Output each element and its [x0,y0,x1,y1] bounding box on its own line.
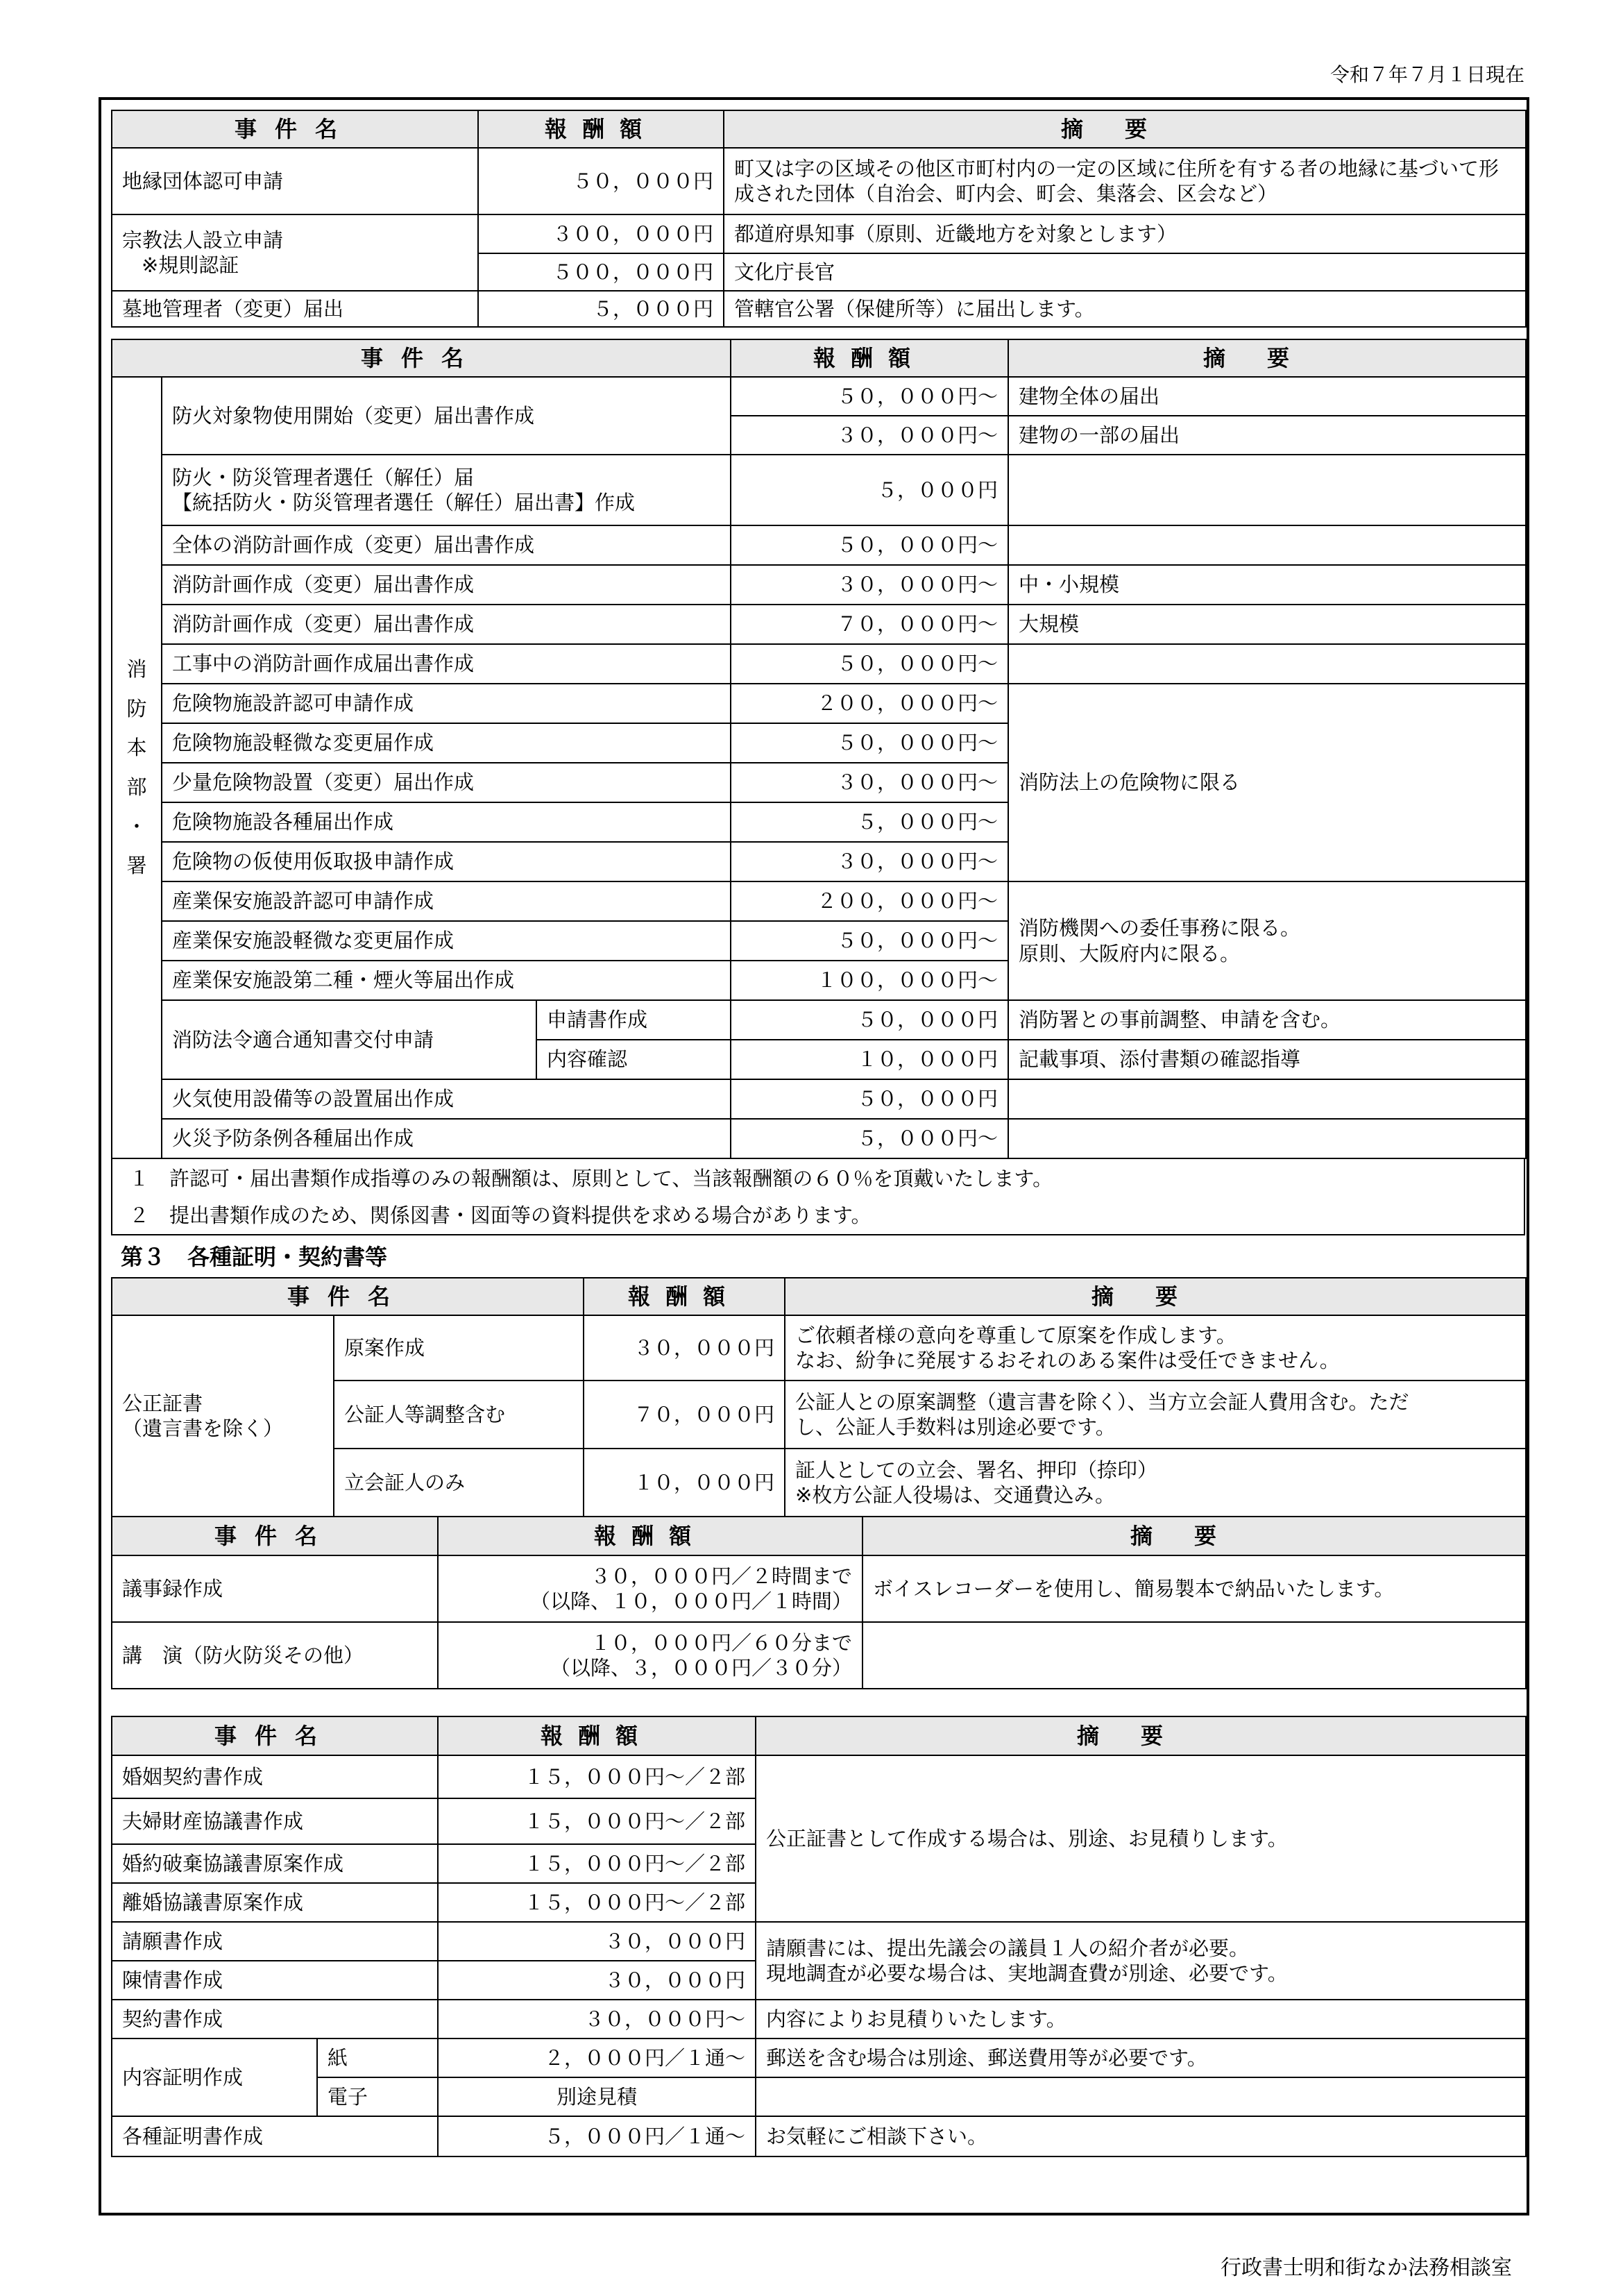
document-date: 令和７年７月１日現在 [1329,63,1524,86]
summary-line2: 原則、大阪府内に限る。 [1019,941,1241,965]
group-char: 防 [126,696,147,720]
fee: ３０，０００円 [438,1961,756,2000]
summary [863,1622,1526,1689]
table-row [112,1119,1526,1158]
case-name: 危険物施設軽微な変更届作成 [162,723,731,763]
fee: ５，０００円 [478,291,724,327]
case-name-line1: 防火・防災管理者選任（解任）届 [172,465,475,489]
case-name: 防火対象物使用開始（変更）届出書作成 [162,377,731,455]
fee: ５，０００円 [731,455,1008,525]
fee: ５０，０００円 [478,148,724,214]
fee-line2: （以降、３，０００円／３０分） [550,1656,852,1680]
summary [756,2077,1526,2116]
summary [785,1449,1526,1517]
case-name: 火気使用設備等の設置届出作成 [162,1079,731,1119]
fee: ５０，０００円～ [731,921,1008,961]
fee: ３０，０００円～ [731,763,1008,802]
summary-line1: ご依頼者様の意向を尊重して原案を作成します。 [795,1323,1237,1347]
summary: 建物全体の届出 [1008,377,1526,416]
table-row [112,377,1526,416]
summary-line1: 消防機関への委任事務に限る。 [1019,916,1301,940]
group-char: ・ [126,814,147,838]
summary: ボイスレコーダーを使用し、簡易製本で納品いたします。 [863,1555,1526,1622]
table-row [112,1922,1526,1961]
summary [1008,644,1526,684]
fee: １０，０００円 [731,1040,1008,1079]
case-name: 講 演（防火防災その他） [112,1622,438,1689]
table-row [112,1622,1526,1689]
case-name [162,455,731,525]
fee: ５０，０００円～ [731,377,1008,416]
fee: ５０，０００円～ [731,723,1008,763]
fee [438,1555,863,1622]
case-name: 危険物施設許認可申請作成 [162,684,731,723]
fee [438,1622,863,1689]
fee: ５，０００円～ [731,1119,1008,1158]
case-name: 消防計画作成（変更）届出書作成 [162,565,731,605]
summary-line2: 現地調査が必要な場合は、実地調査費が別途、必要です。 [766,1961,1288,1985]
case-name: 工事中の消防計画作成届出書作成 [162,644,731,684]
fee: ３０，０００円 [584,1315,785,1381]
fee-line2: （以降、１０，０００円／１時間） [529,1589,852,1613]
fee: ５００，０００円 [478,253,724,291]
table-row [112,1755,1526,1798]
table-row [112,148,1526,214]
case-name: 産業保安施設許認可申請作成 [162,881,731,921]
header-fee: 報酬額 [584,1278,785,1315]
fee: ３０，０００円～ [731,842,1008,881]
summary-line1: 証人としての立会、署名、押印（捺印） [795,1458,1158,1482]
table-row [112,214,1526,253]
fee: ３０，０００円～ [731,416,1008,455]
summary [1008,1079,1526,1119]
fee-line1: １０，０００円／６０分まで [590,1630,852,1655]
fee: ５０，０００円 [731,1079,1008,1119]
summary: 公正証書として作成する場合は、別途、お見積りします。 [756,1755,1526,1922]
fee-table-fire-department [111,339,1527,1159]
fee-table-contracts [111,1716,1527,2157]
summary [785,1381,1526,1449]
header-fee: 報酬額 [438,1716,756,1755]
header-summary: 摘要 [756,1716,1526,1755]
table-row [112,525,1526,565]
fee: ２，０００円／１通～ [438,2038,756,2077]
summary-line2: し、公証人手数料は別途必要です。 [795,1415,1116,1439]
case-name: 消防計画作成（変更）届出書作成 [162,605,731,644]
header-case-name: 事件名 [112,1517,438,1555]
fee: １５，０００円～／２部 [438,1755,756,1798]
table-row [112,1555,1526,1622]
fee: ５０，０００円～ [731,525,1008,565]
fee: ３０，０００円～ [731,565,1008,605]
fee: １０，０００円 [584,1449,785,1517]
summary [785,1315,1526,1381]
header-case-name: 事件名 [112,1716,438,1755]
case-name: 公証人等調整含む [334,1381,584,1449]
table-row [112,2038,1526,2077]
summary [1008,881,1526,1000]
header-summary: 摘要 [1008,339,1526,377]
fee: ３０，０００円～ [438,2000,756,2038]
summary: 建物の一部の届出 [1008,416,1526,455]
fee-table-notarial-deed [111,1277,1527,1517]
group-label-notarial-deed [112,1315,334,1517]
fee: 別途見積 [438,2077,756,2116]
fee-table-1 [111,110,1527,328]
group-char: 本 [126,736,147,760]
fee: ５０，０００円 [731,1000,1008,1040]
summary-line2: なお、紛争に発展するおそれのある案件は受任できません。 [795,1349,1340,1372]
summary: 管轄官公署（保健所等）に届出します。 [724,291,1526,327]
fee-table-minutes-lecture [111,1516,1527,1689]
case-name: 請願書作成 [112,1922,438,1961]
group-label-fire-department [112,377,162,1158]
summary [1008,1119,1526,1158]
fee: ５，０００円／１通～ [438,2116,756,2156]
group-label-line1: 公正証書 [122,1391,203,1415]
case-name: 夫婦財産協議書作成 [112,1798,438,1844]
case-name-line2: ※規則認証 [142,253,239,277]
case-name: 原案作成 [334,1315,584,1381]
notes-box [111,1158,1525,1235]
header-summary: 摘要 [863,1517,1526,1555]
table-row [112,2000,1526,2038]
summary [1008,525,1526,565]
fee: ３００，０００円 [478,214,724,253]
sub-item: 電子 [317,2077,438,2116]
fee: ３０，０００円 [438,1922,756,1961]
fee-line1: ３０，０００円／２時間まで [590,1564,852,1588]
case-name: 陳情書作成 [112,1961,438,2000]
case-name: 婚姻契約書作成 [112,1755,438,1798]
header-fee: 報酬額 [478,110,724,148]
fee: １５，０００円～／２部 [438,1844,756,1883]
case-name: 各種証明書作成 [112,2116,438,2156]
header-fee: 報酬額 [438,1517,863,1555]
summary: 中・小規模 [1008,565,1526,605]
group-label-line2: （遺言書を除く） [122,1417,284,1440]
sub-item: 紙 [317,2038,438,2077]
office-name: 行政書士明和街なか法務相談室 [1221,2256,1512,2280]
fee: ５０，０００円～ [731,644,1008,684]
case-name: 危険物の仮使用仮取扱申請作成 [162,842,731,881]
summary [1008,455,1526,525]
summary: 消防署との事前調整、申請を含む。 [1008,1000,1526,1040]
table-row [112,565,1526,605]
table-row [112,2116,1526,2156]
table-row [112,881,1526,921]
table-row [112,1079,1526,1119]
summary [756,1922,1526,2000]
summary-line1: 請願書には、提出先議会の議員１人の紹介者が必要。 [766,1936,1250,1960]
sub-item: 内容確認 [536,1040,731,1079]
case-name-line1: 宗教法人設立申請 [122,228,284,252]
header-case-name: 事件名 [112,110,478,148]
table-row [112,455,1526,525]
fee: ２００，０００円～ [731,684,1008,723]
case-name: 議事録作成 [112,1555,438,1622]
summary: 町又は字の区域その他区市町村内の一定の区域に住所を有する者の地縁に基づいて形成された団体（自治会、町内会、町会、集落会、区会など） [724,148,1526,214]
table-row [112,291,1526,327]
summary: 文化庁長官 [724,253,1526,291]
sub-item: 申請書作成 [536,1000,731,1040]
fee: １００，０００円～ [731,961,1008,1000]
note-line: ２ 提出書類作成のため、関係図書・図面等の資料提供を求める場合があります。 [129,1204,872,1227]
fee: １５，０００円～／２部 [438,1883,756,1922]
table-row [112,2077,1526,2116]
group-char: 消 [126,657,147,682]
header-summary: 摘要 [724,110,1526,148]
header-case-name: 事件名 [112,339,731,377]
group-char: 署 [126,854,147,878]
table-row [112,684,1526,723]
case-name: 火災予防条例各種届出作成 [162,1119,731,1158]
case-name: 内容証明作成 [112,2038,317,2116]
summary: 大規模 [1008,605,1526,644]
case-name: 地縁団体認可申請 [112,148,478,214]
header-case-name: 事件名 [112,1278,584,1315]
case-name-line2: 【統括防火・防災管理者選任（解任）届出書】作成 [172,491,636,514]
case-name: 消防法令適合通知書交付申請 [162,1000,536,1079]
case-name: 全体の消防計画作成（変更）届出書作成 [162,525,731,565]
case-name: 立会証人のみ [334,1449,584,1517]
case-name: 離婚協議書原案作成 [112,1883,438,1922]
summary-line1: 公証人との原案調整（遺言書を除く）、当方立会証人費用含む。ただ [795,1390,1409,1414]
summary: お気軽にご相談下さい。 [756,2116,1526,2156]
fee: ７０，０００円 [584,1381,785,1449]
table-row [112,605,1526,644]
case-name: 産業保安施設第二種・煙火等届出作成 [162,961,731,1000]
table-row [112,1315,1526,1381]
header-summary: 摘要 [785,1278,1526,1315]
case-name [112,214,478,291]
summary: 郵送を含む場合は別途、郵送費用等が必要です。 [756,2038,1526,2077]
summary: 消防法上の危険物に限る [1008,684,1526,881]
case-name: 墓地管理者（変更）届出 [112,291,478,327]
summary: 都道府県知事（原則、近畿地方を対象とします） [724,214,1526,253]
fee: ７０，０００円～ [731,605,1008,644]
fee: ５，０００円～ [731,802,1008,842]
case-name: 婚約破棄協議書原案作成 [112,1844,438,1883]
summary-line2: ※枚方公証人役場は、交通費込み。 [795,1483,1116,1507]
section-title: 第３ 各種証明・契約書等 [121,1244,388,1270]
note-line: １ 許認可・届出書類作成指導のみの報酬額は、原則として、当該報酬額の６０％を頂戴いたします。 [129,1167,1053,1190]
case-name: 契約書作成 [112,2000,438,2038]
fee: １５，０００円～／２部 [438,1798,756,1844]
summary: 内容によりお見積りいたします。 [756,2000,1526,2038]
table-row [112,644,1526,684]
header-fee: 報酬額 [731,339,1008,377]
fee: ２００，０００円～ [731,881,1008,921]
case-name: 産業保安施設軽微な変更届作成 [162,921,731,961]
table-row [112,1000,1526,1040]
case-name: 少量危険物設置（変更）届出作成 [162,763,731,802]
group-char: 部 [126,775,147,799]
case-name: 危険物施設各種届出作成 [162,802,731,842]
summary: 記載事項、添付書類の確認指導 [1008,1040,1526,1079]
